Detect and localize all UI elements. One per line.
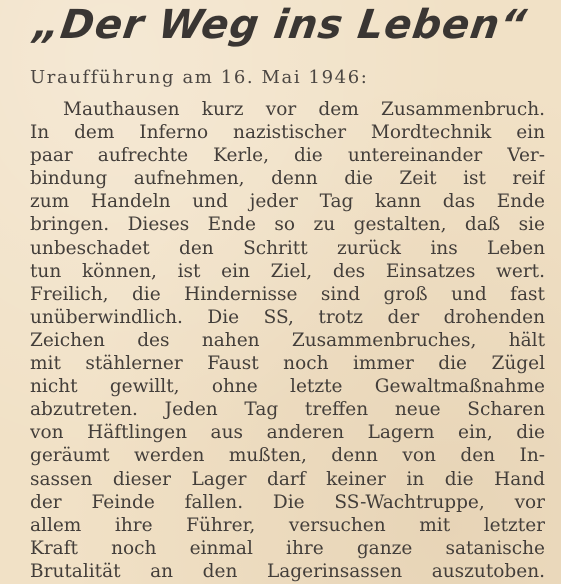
- premiere-date-line: Uraufführung am 16. Mai 1946:: [30, 67, 369, 88]
- body-line-1: Mauthausen kurz vor dem Zusammenbruch.: [63, 99, 545, 120]
- body-line-9: Freilich, die Hindernisse sind groß und fast: [30, 283, 545, 305]
- body-line-11: Zeichen des nahen Zusammenbruches, hält: [30, 329, 545, 351]
- body-line-18: der Feinde fallen. Die SS-Wachtruppe, vor: [30, 491, 545, 513]
- body-line-21: Brutalität an den Lagerinsassen auszutoben.: [30, 560, 545, 582]
- body-line-4: bindung aufnehmen, denn die Zeit ist reif: [30, 168, 545, 190]
- body-line-5: zum Handeln und jeder Tag kann das Ende: [30, 191, 545, 213]
- body-line-3: paar aufrechte Kerle, die untereinander Ver-: [30, 145, 545, 167]
- body-line-8: tun können, ist ein Ziel, des Einsatzes wert.: [30, 260, 545, 282]
- body-line-16: geräumt werden mußten, denn von den In-: [30, 445, 545, 467]
- body-line-19: allem ihre Führer, versuchen mit letzter: [30, 514, 545, 536]
- body-line-20: Kraft noch einmal ihre ganze satanische: [30, 537, 545, 559]
- body-line-13: nicht gewillt, ohne letzte Gewaltmaßnahme: [30, 376, 545, 398]
- body-line-7: unbeschadet den Schritt zurück ins Leben: [30, 237, 545, 259]
- body-line-6: bringen. Dieses Ende so zu gestalten, daß sie: [30, 214, 545, 236]
- article-body: [30, 98, 545, 583]
- article-title: „Der Weg ins Leben“: [30, 2, 530, 48]
- body-line-17: sassen dieser Lager darf keiner in die Hand: [30, 468, 545, 490]
- body-line-15: von Häftlingen aus anderen Lagern ein, die: [30, 422, 545, 444]
- body-line-12: mit stählerner Faust noch immer die Zügel: [30, 353, 545, 375]
- body-line-2: In dem Inferno nazistischer Mordtechnik ein: [30, 122, 545, 144]
- body-line-14: abzutreten. Jeden Tag treffen neue Scharen: [30, 399, 545, 421]
- body-line-10: unüberwindlich. Die SS, trotz der drohenden: [30, 306, 545, 328]
